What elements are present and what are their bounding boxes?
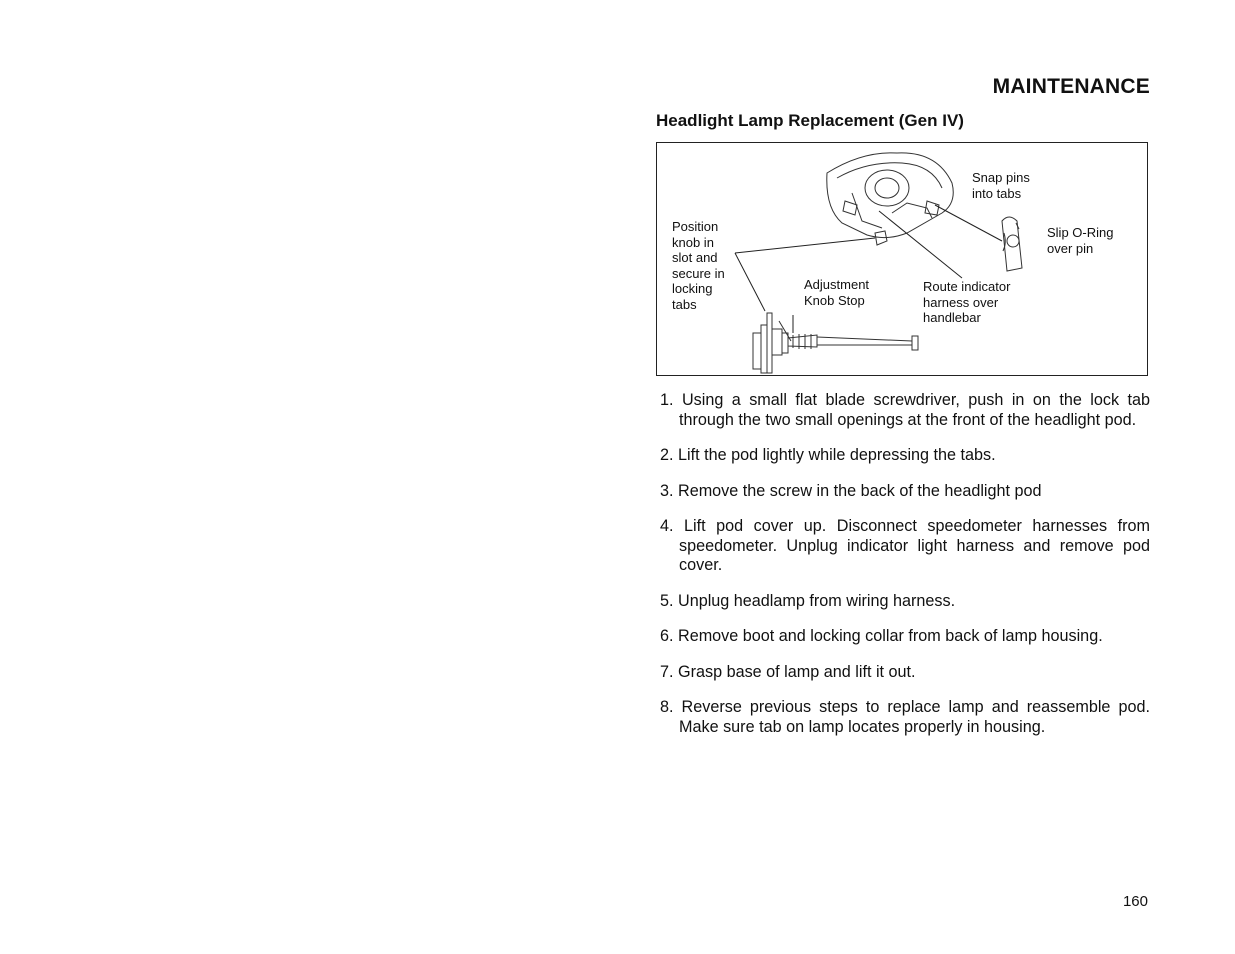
callout-route-indicator: Route indicator harness over handlebar <box>923 279 1011 325</box>
step-item: 2. Lift the pod lightly while depressing the tabs. <box>660 446 996 464</box>
step-item: 7. Grasp base of lamp and lift it out. <box>660 662 916 681</box>
step-item: 6. Remove boot and locking collar from back of lamp housing. <box>660 627 1103 645</box>
steps-list <box>660 391 1150 753</box>
section-title: MAINTENANCE <box>992 75 1150 98</box>
callout-position-knob: Position knob in slot and secure in locking tabs <box>672 219 725 312</box>
step-item: 8. Reverse previous steps to replace lamp and reassemble pod. Make sure tab on lamp locates properly in housing. <box>660 698 1150 736</box>
step-item: 4. Lift pod cover up. Disconnect speedometer harnesses from speedometer. Unplug indicator light harness and remove pod cover. <box>660 517 1150 574</box>
subheading: Headlight Lamp Replacement (Gen IV) <box>656 111 964 130</box>
step-item: 5. Unplug headlamp from wiring harness. <box>660 591 956 610</box>
step-item: 1. Using a small flat blade screwdriver, push in on the lock tab through the two small openings at the front of the headlight pod. <box>660 391 1150 429</box>
callout-snap-pins: Snap pins into tabs <box>972 170 1030 201</box>
page-number: 160 <box>1122 893 1148 910</box>
step-item: 3. Remove the screw in the back of the headlight pod <box>660 481 1042 500</box>
headlight-diagram-drawing <box>657 143 1149 377</box>
callout-adjustment-knob-stop: Adjustment Knob Stop <box>804 277 870 308</box>
headlight-diagram <box>656 142 1148 376</box>
callout-slip-oring: Slip O-Ring over pin <box>1047 225 1114 256</box>
